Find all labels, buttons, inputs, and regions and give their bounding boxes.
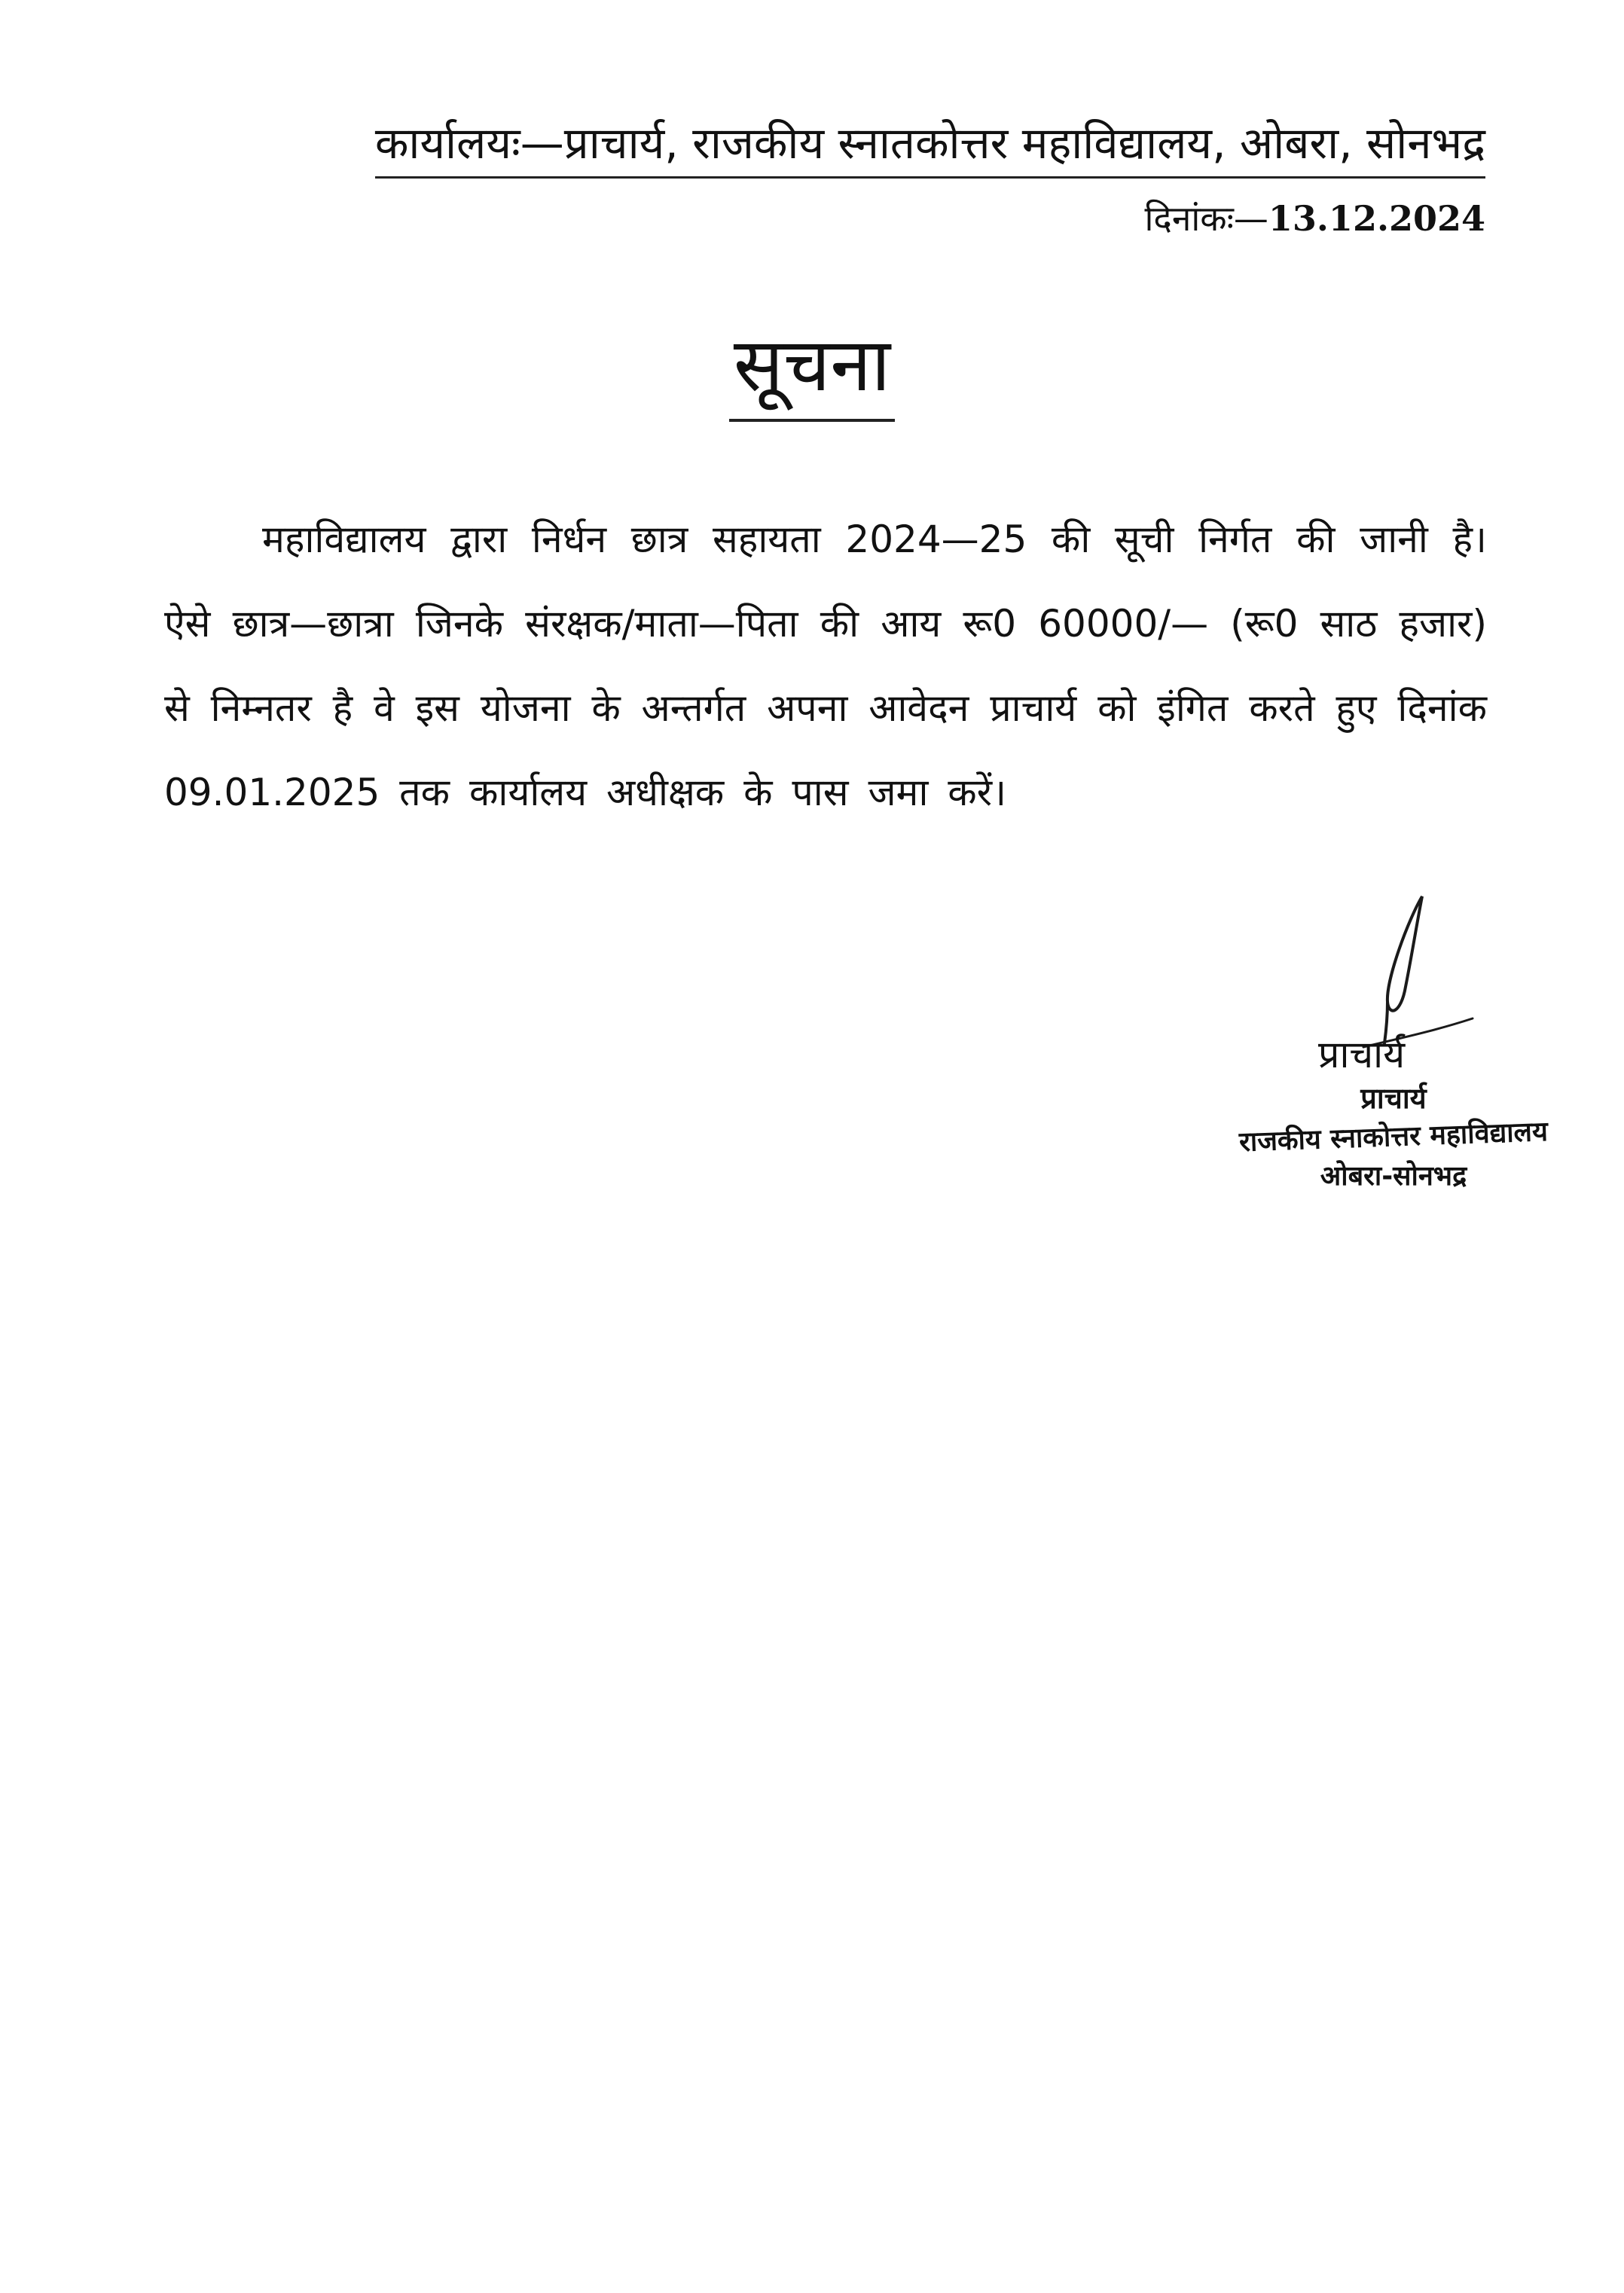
stamp-designation: प्राचार्य: [1360, 1082, 1427, 1115]
notice-date: [1145, 194, 1486, 243]
office-name: कार्यालयः—प्राचार्य, राजकीय स्नातकोत्तर महाविद्यालय, ओबरा, सोनभद्र: [375, 113, 1485, 179]
stamp-location: ओबरा-सोनभद्र: [1320, 1161, 1467, 1192]
date-value: 13.12.2024: [1268, 198, 1485, 239]
date-label: दिनांकः—: [1144, 198, 1268, 239]
notice-title-text: सूचना: [729, 316, 895, 422]
official-stamp: [1213, 1079, 1574, 1196]
notice-title: [0, 316, 1624, 422]
stamp-college: राजकीय स्नाकोत्तर महाविद्यालय: [1238, 1116, 1549, 1159]
notice-body: महाविद्यालय द्वारा निर्धन छात्र सहायता 2024—25 की सूची निर्गत की जानी है। ऐसे छात्र—छात्रा जिनके संरक्षक/माता—पिता की आय रू0 60000/— (रू0 साठ हजार) से निम्नतर है वे इस योजना के अन्तर्गत अपना आवेदन प्राचार्य को इंगित करते हुए दिनांक 09.01.2025 तक कार्यालय अधीक्षक के पास जमा करें।: [164, 518, 1487, 814]
office-header: [175, 113, 1485, 179]
signature-designation: प्राचार्य: [1318, 1033, 1406, 1076]
